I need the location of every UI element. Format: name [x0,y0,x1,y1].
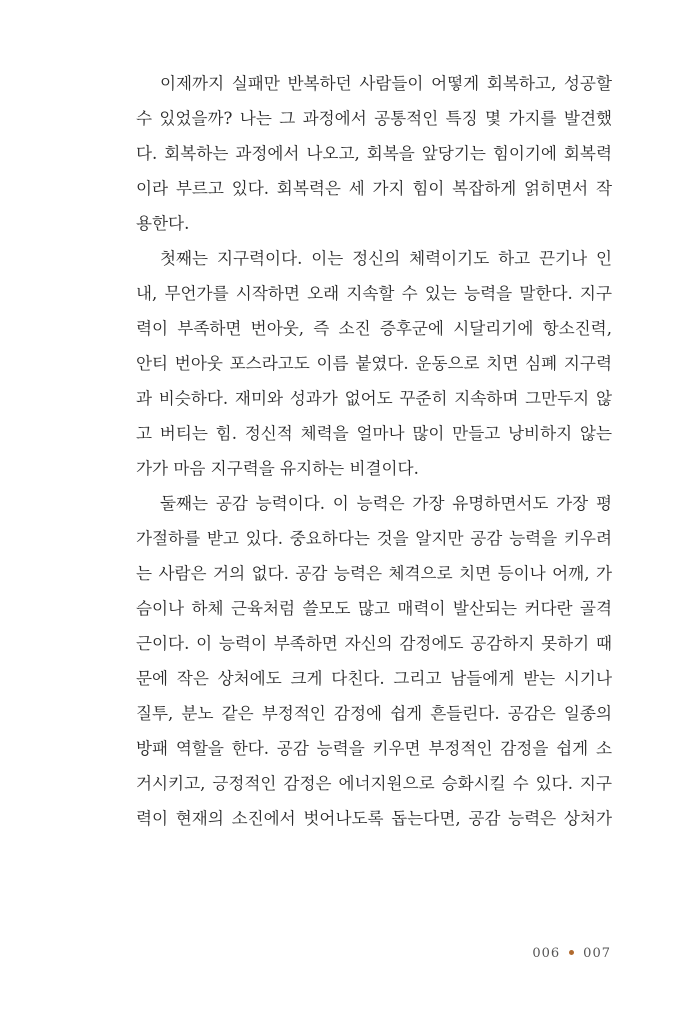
paragraph-2-line-2: 내, 무언가를 시작하면 오래 지속할 수 있는 능력을 말한다. 지구 [136,284,612,303]
paragraph-2-line-4: 안티 번아웃 포스라고도 이름 붙였다. 운동으로 치면 심폐 지구력 [136,354,612,373]
paragraph-1-line-1: 이제까지 실패만 반복하던 사람들이 어떻게 회복하고, 성공할 [160,74,612,93]
paragraph-3-line-3: 는 사람은 거의 없다. 공감 능력은 체격으로 치면 등이나 어깨, 가 [136,564,612,583]
page-number-left: 006 [532,946,561,961]
paragraph-3-line-8: 방패 역할을 한다. 공감 능력을 키우면 부정적인 감정을 쉽게 소 [136,739,612,758]
paragraph-3-line-7: 질투, 분노 같은 부정적인 감정에 쉽게 흔들린다. 공감은 일종의 [136,704,612,723]
paragraph-2-line-7: 가가 마음 지구력을 유지하는 비결이다. [136,459,419,478]
body-text [136,66,612,836]
paragraph-3-line-2: 가절하를 받고 있다. 중요하다는 것을 알지만 공감 능력을 키우려 [136,529,612,548]
page-number-right: 007 [583,946,611,961]
paragraph-2-line-1: 첫째는 지구력이다. 이는 정신의 체력이기도 하고 끈기나 인 [160,249,612,268]
paragraph-3-line-5: 근이다. 이 능력이 부족하면 자신의 감정에도 공감하지 못하기 때 [136,634,612,653]
paragraph-3-line-9: 거시키고, 긍정적인 감정은 에너지원으로 승화시킬 수 있다. 지구 [136,774,612,793]
page-separator-dot-icon [569,950,574,955]
paragraph-1-line-4: 이라 부르고 있다. 회복력은 세 가지 힘이 복잡하게 얽히면서 작 [136,179,612,198]
paragraph-1-line-2: 수 있었을까? 나는 그 과정에서 공통적인 특징 몇 가지를 발견했 [136,109,612,128]
paragraph-3-line-4: 슴이나 하체 근육처럼 쓸모도 많고 매력이 발산되는 커다란 골격 [136,599,612,618]
paragraph-1-line-5: 용한다. [136,214,190,233]
page-numbers [532,946,611,961]
paragraph-2-line-6: 고 버티는 힘. 정신적 체력을 얼마나 많이 만들고 낭비하지 않는 [136,424,612,443]
paragraph-3-line-6: 문에 작은 상처에도 크게 다친다. 그리고 남들에게 받는 시기나 [136,669,612,688]
paragraph-2-line-3: 력이 부족하면 번아웃, 즉 소진 증후군에 시달리기에 항소진력, [136,319,612,338]
paragraph-3-line-10: 력이 현재의 소진에서 벗어나도록 돕는다면, 공감 능력은 상처가 [136,809,612,828]
paragraph-3-line-1: 둘째는 공감 능력이다. 이 능력은 가장 유명하면서도 가장 평 [160,494,612,513]
paragraph-1-line-3: 다. 회복하는 과정에서 나오고, 회복을 앞당기는 힘이기에 회복력 [136,144,612,163]
paragraph-2-line-5: 과 비슷하다. 재미와 성과가 없어도 꾸준히 지속하며 그만두지 않 [136,389,612,408]
